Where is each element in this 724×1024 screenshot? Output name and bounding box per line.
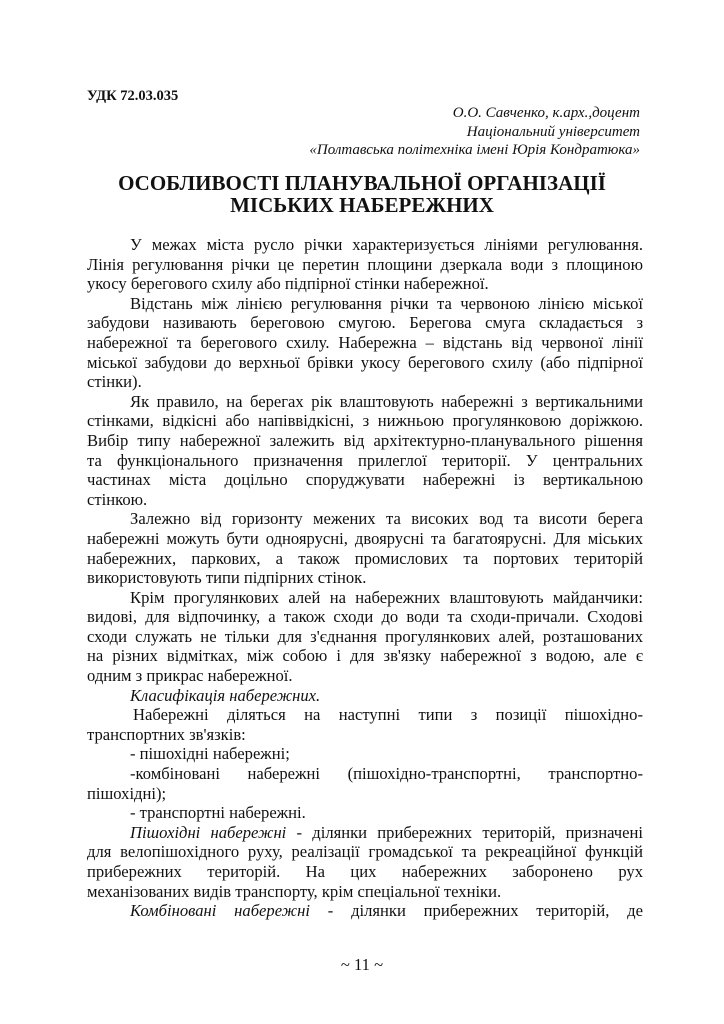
text-line [87,744,643,764]
text-line [87,588,643,608]
line-text: набережної та берегового схилу. Набережна – відстань від червоної лінії [87,332,643,352]
line-text: для велопішохідного руху, реалізації громадської та рекреаційної функцій [87,842,643,862]
line-text: одним з прикрас набережної. [87,666,293,686]
text-line [87,901,643,921]
line-text: механізованих видів транспорту, крім спеціальної техніки. [87,881,502,901]
text-line [87,451,643,471]
text-line [87,646,643,666]
text-line [87,313,643,333]
line-text: стінкою. [87,489,148,509]
line-text: -комбіновані набережні (пішохідно-транспортні, транспортно- [130,764,643,784]
line-text: - ділянки прибережних територій, призначені [286,822,643,842]
text-line [87,568,643,588]
text-line [87,372,643,392]
text-line [87,529,643,549]
author-block [309,104,640,160]
text-line [87,862,643,882]
text-line [87,705,643,725]
text-line [87,764,643,784]
line-text: сходи служать не тільки для з'єднання прогулянкових алей, розташованих [87,626,643,646]
text-line [87,490,643,510]
text-line [87,784,643,804]
text-line [87,803,643,823]
text-line [87,842,643,862]
line-text: прибережних територій. На цих набережних заборонено рух [87,862,643,881]
line-text: Відстань між лінією регулювання річки та червоною лінією міської [130,293,643,313]
line-text: частинах міста доцільно споруджувати набережні із вертикальною [87,470,643,490]
line-text: - пішохідні набережні; [130,744,290,764]
line-text: - транспортні набережні. [130,803,306,823]
line-text: Залежно від горизонту межених та високих вод та висоти берега [130,509,643,529]
author-university: «Полтавська політехніка імені Юрія Кондратюка» [309,142,640,158]
text-line [87,333,643,353]
author-name: О.О. Савченко, к.арх.,доцент [452,105,640,121]
udk-code: УДК 72.03.035 [87,88,179,104]
article-body [87,235,643,921]
text-line [87,470,643,490]
italic-term: Комбіновані набережні [130,901,310,921]
text-line [87,549,643,569]
text-line [87,509,643,529]
text-line [87,294,643,314]
line-text: пішохідні); [87,783,167,803]
page-number: ~ 11 ~ [340,955,384,974]
title-line: МІСЬКИХ НАБЕРЕЖНИХ [230,193,494,217]
line-text: - ділянки прибережних територій, де [309,901,643,921]
line-text: Класифікація набережних. [130,685,321,705]
line-text: укосу берегового схилу або підпірної стінки набережної. [87,274,489,294]
line-text: набережних, паркових, а також промислових та портових територій [87,548,643,568]
line-text: набережні можуть бути одноярусні, двоярусні та багатоярусні. Для міських [87,528,643,548]
line-text: транспортних зв'язків: [87,724,246,744]
line-text: Вибір типу набережної залежить від архітектурно-планувального рішення [87,430,643,450]
text-line [87,882,643,902]
text-line [87,823,643,843]
line-text: видові, для відпочинку, а також сходи до води та сходи-причали. Сходові [87,607,643,627]
text-line [87,627,643,647]
text-line [87,235,643,255]
line-text: на різних відмітках, між собою і для зв'язку набережної з водою, але є [87,646,643,666]
italic-term: Пішохідні набережні [130,822,287,842]
article-title [60,172,664,216]
line-text: Набережні діляться на наступні типи з позиції пішохідно- [133,705,643,725]
line-text: Як правило, на берегах рік влаштовують набережні з вертикальними [130,391,643,411]
text-line [87,392,643,412]
line-text: Лінія регулювання річки це перетин площини дзеркала води з площиною [87,254,643,274]
text-line [87,686,643,706]
text-line [87,274,643,294]
text-line [87,353,643,373]
title-line: ОСОБЛИВОСТІ ПЛАНУВАЛЬНОЇ ОРГАНІЗАЦІЇ [118,171,606,195]
line-text: У межах міста русло річки характеризується лініями регулювання. [130,235,643,254]
line-text: та функціонального призначення прилеглої території. У центральних [87,450,643,470]
text-line [87,255,643,275]
text-line [87,607,643,627]
line-text: Крім прогулянкових алей на набережних влаштовують майданчики: [130,587,643,607]
line-text: стінки). [87,372,142,392]
text-line [87,431,643,451]
text-line [87,666,643,686]
text-line [87,411,643,431]
line-text: використовують типи підпірних стінок. [87,568,367,588]
line-text: стінками, відкісні або напіввідкісні, з нижньою прогулянковою доріжкою. [87,411,643,431]
line-text: забудови називають береговою смугою. Берегова смуга складається з [87,313,643,333]
line-text: міської забудови до верхньої брівки укосу берегового схилу (або підпірної [87,352,643,372]
text-line [87,725,643,745]
author-affiliation: Національний університет [466,123,640,140]
